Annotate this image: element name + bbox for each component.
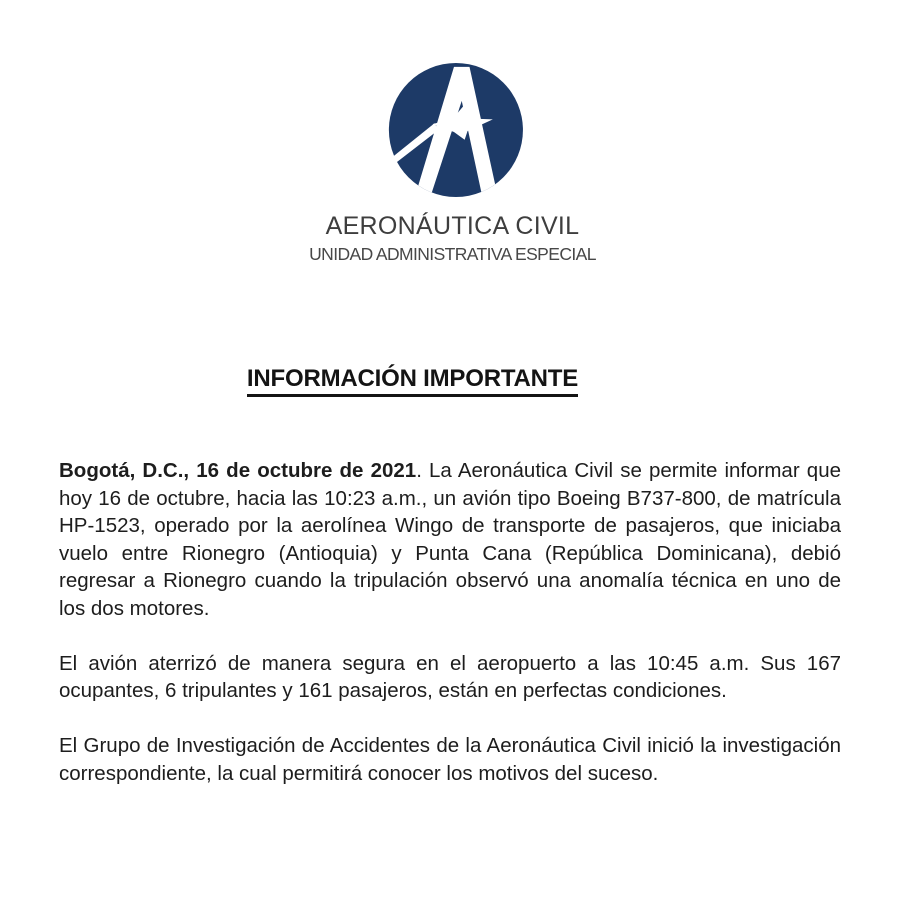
org-subtitle: UNIDAD ADMINISTRATIVA ESPECIAL [309, 244, 596, 264]
org-name: AERONÁUTICA CIVIL [325, 212, 580, 240]
document-title-text: INFORMACIÓN IMPORTANTE [247, 365, 578, 397]
paragraph-landing [59, 650, 841, 705]
paragraph-1-text: . La Aeronáutica Civil se permite informar que hoy 16 de octubre, hacia las 10:23 a.m., un avión tipo Boeing B737-800, de matrícula HP-1523, operado por la aerolínea Wingo de transporte de pasajeros, que iniciaba vuelo entre Rionegro (Antioquia) y Punta Cana (República Dominicana), debió regresar a Rionegro cuando la tripulación observó una anomalía técnica en uno de los dos motores. [59, 459, 841, 620]
paragraph-investigation [59, 732, 841, 787]
document-body [0, 457, 905, 787]
letterhead [0, 0, 905, 265]
document-title [0, 365, 825, 393]
paragraph-dateline [59, 457, 841, 622]
aeronautica-civil-logo-icon [380, 62, 526, 198]
paragraph-2-text: El avión aterrizó de manera segura en el aeropuerto a las 10:45 a.m. Sus 167 ocupantes, 6 tripulantes y 161 pasajeros, están en perfectas condiciones. [59, 651, 841, 702]
paragraph-3-text: El Grupo de Investigación de Accidentes de la Aeronáutica Civil inició la investigación correspondiente, la cual permitirá conocer los motivos del suceso. [59, 734, 841, 785]
dateline-bold: Bogotá, D.C., 16 de octubre de 2021 [59, 459, 417, 482]
